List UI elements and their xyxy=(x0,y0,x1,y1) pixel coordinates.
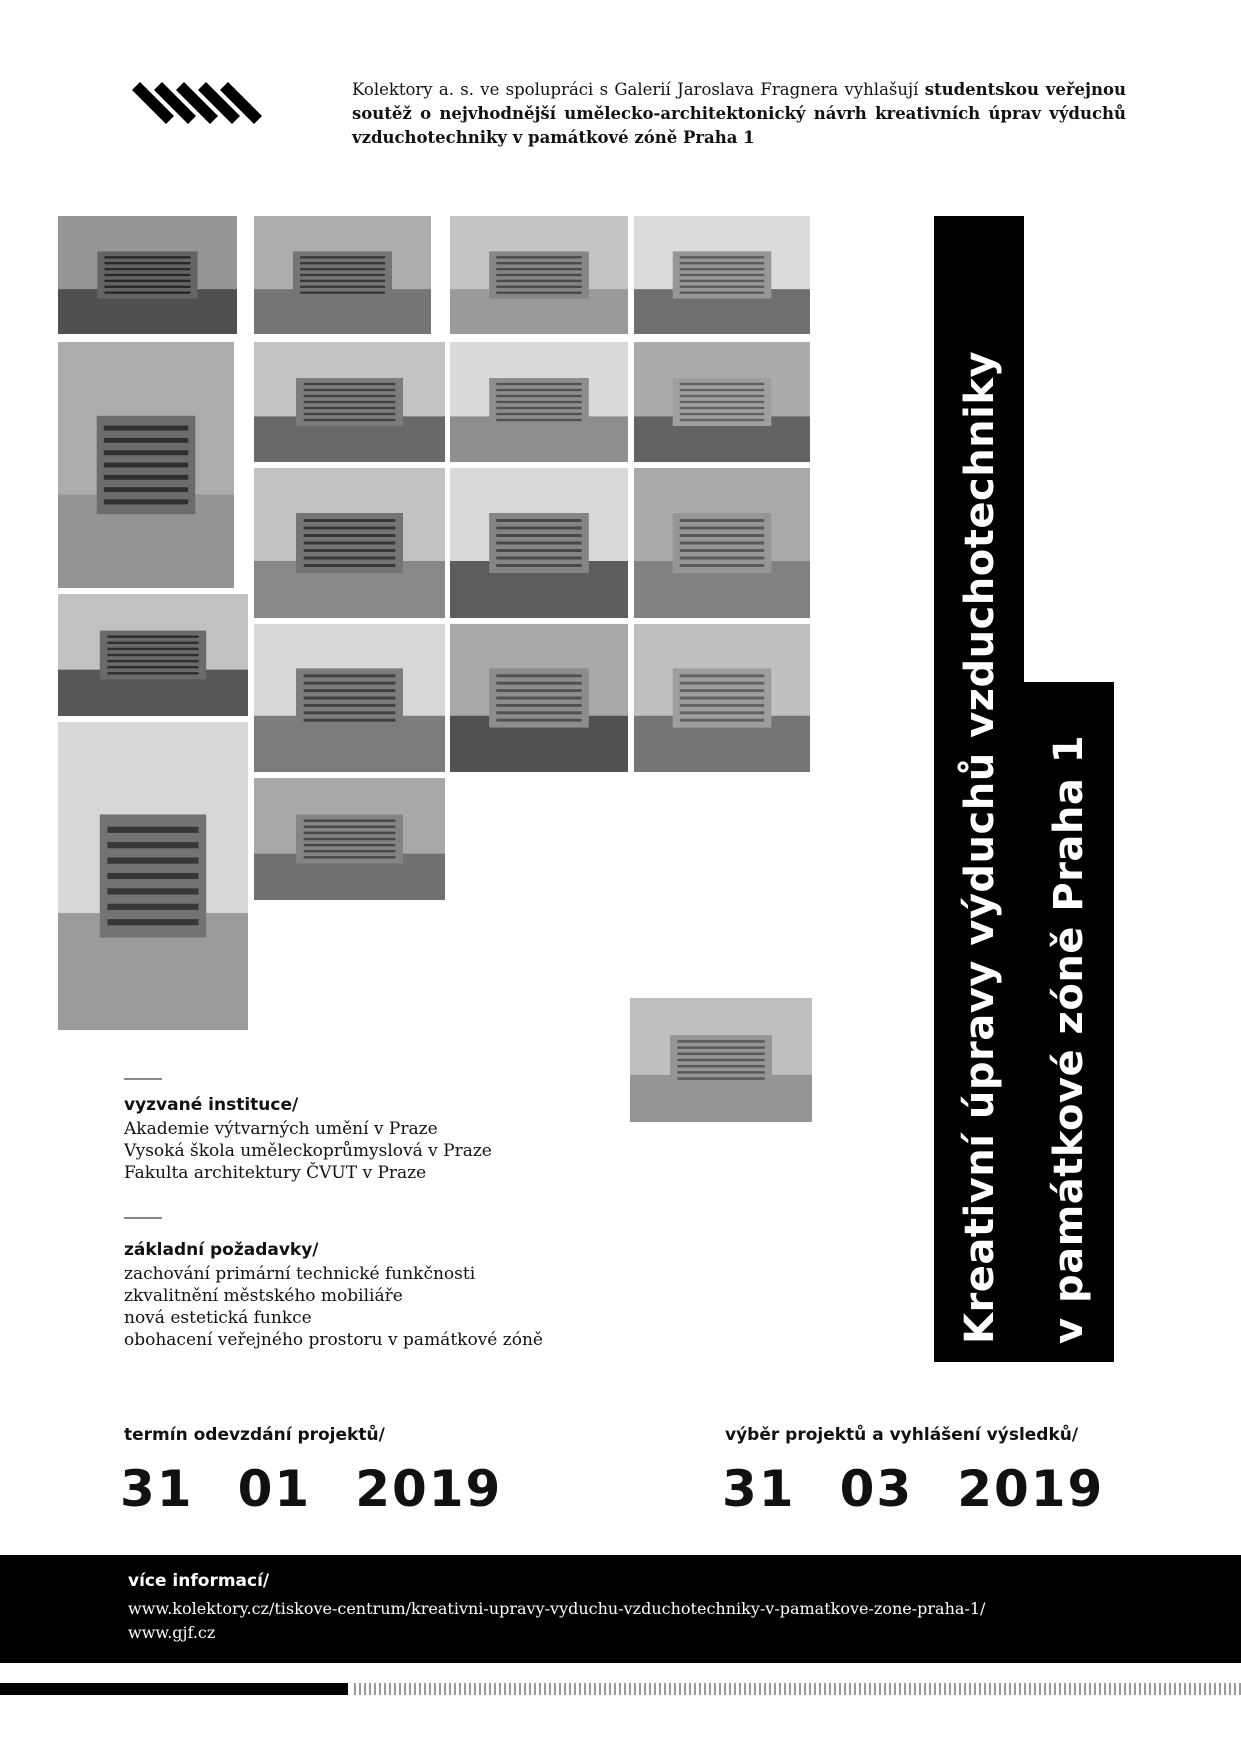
results-label: výběr projektů a vyhlášení výsledků/ xyxy=(725,1425,1079,1445)
gjf-link[interactable]: www.gjf.cz xyxy=(128,1623,216,1642)
intro-bold: studentskou veřejnou soutěž o nejvhodnější umělecko-architektonický návrh kreativních úprav výduchů vzduchotechniky v památkové zóně Praha 1 xyxy=(352,80,1126,147)
banner-title-line-2: v památkové zóně Praha 1 xyxy=(1046,734,1092,1344)
requirement-item: obohacení veřejného prostoru v památkové zóně xyxy=(124,1330,543,1350)
photo-graffiti-pipe xyxy=(634,624,810,772)
photo-louvre-box xyxy=(254,216,431,334)
photo-bench-vent xyxy=(634,216,810,334)
photo-tube-vents xyxy=(254,778,445,900)
kolektory-link[interactable]: www.kolektory.cz/tiskove-centrum/kreativni-upravy-vyduchu-vzduchotechniky-v-pamatkove-zone-praha-1/ xyxy=(128,1599,986,1618)
requirement-item: nová estetická funkce xyxy=(124,1308,312,1328)
requirements-label: základní požadavky/ xyxy=(124,1240,319,1260)
photo-bench-louvre xyxy=(450,342,628,462)
deadline-month: 01 xyxy=(237,1460,312,1518)
deadline-label: termín odevzdání projektů/ xyxy=(124,1425,385,1445)
requirement-item: zachování primární technické funkčnosti xyxy=(124,1264,476,1284)
photo-plinth-vent xyxy=(254,624,445,772)
banner-title-line-1: Kreativní úpravy výduchů vzduchotechniky xyxy=(957,350,1003,1344)
kolektory-logo xyxy=(132,82,272,128)
intro-normal: Kolektory a. s. ve spolupráci s Galerií Jaroslava Fragnera vyhlašují xyxy=(352,80,925,99)
deadline-day: 31 xyxy=(120,1460,194,1518)
photo-graffiti-vent xyxy=(254,342,445,462)
requirement-item: zkvalitnění městského mobiliáře xyxy=(124,1286,403,1306)
intro-text xyxy=(352,78,1126,150)
bottom-ticks xyxy=(354,1683,1241,1695)
results-year: 2019 xyxy=(957,1460,1105,1518)
deadline-date xyxy=(120,1460,546,1518)
results-day: 31 xyxy=(722,1460,796,1518)
footer xyxy=(0,1555,1241,1663)
institutions-list xyxy=(124,1118,492,1184)
results-date xyxy=(722,1460,1148,1518)
divider xyxy=(124,1217,162,1219)
photo-wall-vent xyxy=(254,468,445,618)
photo-concrete-box xyxy=(634,468,810,618)
institution-item: Fakulta architektury ČVUT v Praze xyxy=(124,1163,427,1183)
photo-fence-vent xyxy=(58,594,248,716)
results-month: 03 xyxy=(839,1460,914,1518)
bottom-bar xyxy=(0,1683,348,1695)
photo-graffiti-box xyxy=(630,998,812,1122)
requirements-list xyxy=(124,1263,543,1351)
photo-pillar-vent xyxy=(450,468,628,618)
divider xyxy=(124,1078,162,1080)
photo-corner-vent xyxy=(450,624,628,772)
photo-grass-vent xyxy=(450,216,628,334)
photo-advert-column xyxy=(58,342,234,588)
institution-item: Akademie výtvarných umění v Praze xyxy=(124,1119,438,1139)
photo-brick-vent xyxy=(634,342,810,462)
photo-round-vent xyxy=(58,216,237,334)
photo-kiosk-vent xyxy=(58,722,248,1030)
institution-item: Vysoká škola uměleckoprůmyslová v Praze xyxy=(124,1141,492,1161)
footer-label: více informací/ xyxy=(128,1571,270,1591)
institutions-label: vyzvané instituce/ xyxy=(124,1095,299,1115)
deadline-year: 2019 xyxy=(355,1460,503,1518)
